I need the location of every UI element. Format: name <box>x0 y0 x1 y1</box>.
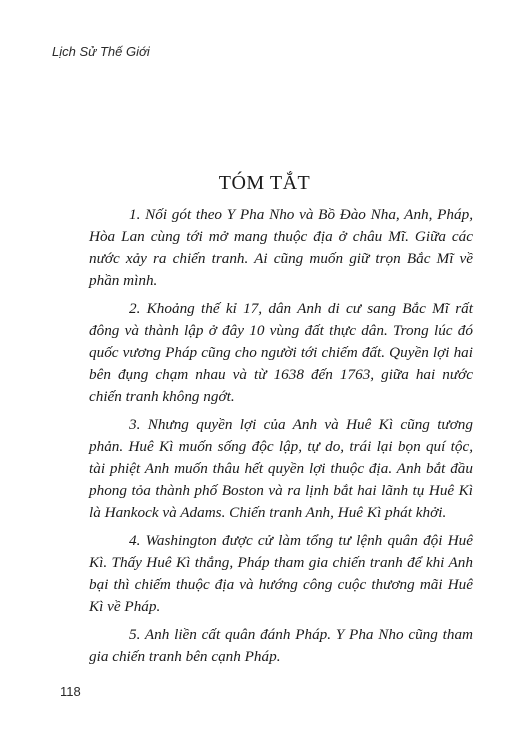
section-title: TÓM TẮT <box>218 172 311 194</box>
summary-list <box>89 204 473 674</box>
summary-item: 3. Nhưng quyền lợi của Anh và Huê Kì cũng tương phản. Huê Kì muốn sống độc lập, tự do, trái lại bọn quí tộc, tài phiệt Anh muốn thâu hết quyền lợi thuộc địa. Anh bắt đầu phong tỏa thành phố Boston và ra lịnh bắt hai lãnh tụ Huê Kì là Hankock và Adams. Chiến tranh Anh, Huê Kì phát khởi. <box>89 416 473 521</box>
summary-item: 2. Khoảng thế kỉ 17, dân Anh di cư sang Bắc Mĩ rất đông và thành lập ở đây 10 vùng đất thực dân. Trong lúc đó quốc vương Pháp cũng cho người tới chiếm đất. Quyền lợi hai bên đụng chạm nhau và từ 1638 đến 1763, giữa hai nước chiến tranh không ngớt. <box>89 300 473 405</box>
summary-item: 5. Anh liền cất quân đánh Pháp. Y Pha Nho cũng tham gia chiến tranh bên cạnh Pháp. <box>89 626 473 665</box>
summary-item: 4. Washington được cử làm tổng tư lệnh quân đội Huê Kì. Thấy Huê Kì thắng, Pháp tham gia chiến tranh để khi Anh bại thì chiếm thuộc địa và hướng công cuộc thương mãi Huê Kì về Pháp. <box>89 532 473 615</box>
summary-item: 1. Nối gót theo Y Pha Nho và Bồ Đào Nha, Anh, Pháp, Hòa Lan cùng tới mở mang thuộc địa ở châu Mĩ. Giữa các nước xảy ra chiến tranh. Ai cũng muốn giữ trọn Bắc Mĩ về phần mình. <box>89 206 473 289</box>
page-number: 118 <box>60 684 81 699</box>
running-header: Lịch Sử Thế Giới <box>52 44 150 59</box>
